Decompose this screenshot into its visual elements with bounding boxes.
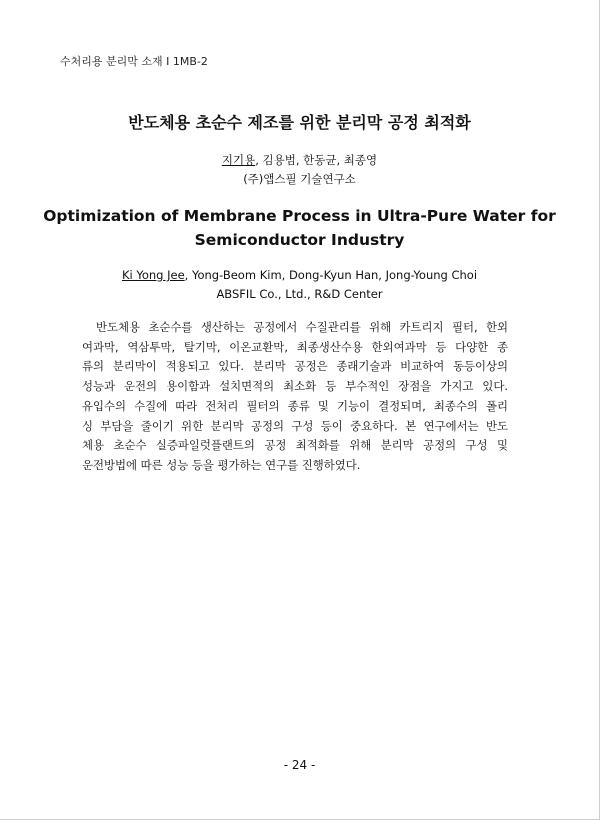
abstract-line: 유입수의 수질에 따라 전처리 필터의 종류 및 기능이 결정되며, 최종수의 폴리 xyxy=(82,398,508,413)
page-number: - 24 - xyxy=(283,758,316,772)
abstract-line: 여과막, 역삼투막, 탈기막, 이온교환막, 최종생산수용 한외여과막 등 다양한 종 xyxy=(82,339,508,354)
korean-affiliation: (주)앱스필 기술연구소 xyxy=(243,172,356,186)
english-title xyxy=(0,204,599,252)
korean-presenting-author: 지기용 xyxy=(221,153,256,167)
abstract xyxy=(82,318,508,476)
english-coauthors: , Yong-Beom Kim, Dong-Kyun Han, Jong-Young Choi xyxy=(184,268,478,282)
english-presenting-author: Ki Yong Jee xyxy=(121,268,185,282)
abstract-line: 체용 초순수 실증파일럿플랜트의 공정 최적화를 위해 분리막 공정의 구성 및 xyxy=(82,438,508,453)
korean-coauthors: , 김용범, 한동균, 최종영 xyxy=(255,153,378,167)
korean-title: 반도체용 초순수 제조를 위한 분리막 공정 최적화 xyxy=(128,113,471,132)
english-authors xyxy=(0,268,599,282)
english-affiliation: ABSFIL Co., Ltd., R&D Center xyxy=(216,287,383,301)
english-title-line-1: Optimization of Membrane Process in Ultra-Pure Water for xyxy=(43,207,556,225)
korean-authors xyxy=(0,152,599,168)
abstract-line: 싱 부담을 줄이기 위한 분리막 공정의 구성 등이 중요하다. 본 연구에서는 반도 xyxy=(82,418,508,433)
abstract-line: 반도체용 초순수를 생산하는 공정에서 수질관리를 위해 카트리지 필터, 한외 xyxy=(96,320,508,334)
english-title-line-2: Semiconductor Industry xyxy=(194,231,405,249)
abstract-line: 성능과 운전의 용이함과 설치면적의 최소화 등 부수적인 장점을 가지고 있다. xyxy=(82,379,508,394)
abstract-line: 운전방법에 따른 성능 등을 평가하는 연구를 진행하였다. xyxy=(82,457,361,472)
abstract-line: 류의 분리막이 적용되고 있다. 분리막 공정은 종래기술과 비교하여 동등이상의 xyxy=(82,359,508,374)
running-header: 수처리용 분리막 소재 Ⅰ 1MB-2 xyxy=(60,55,208,68)
